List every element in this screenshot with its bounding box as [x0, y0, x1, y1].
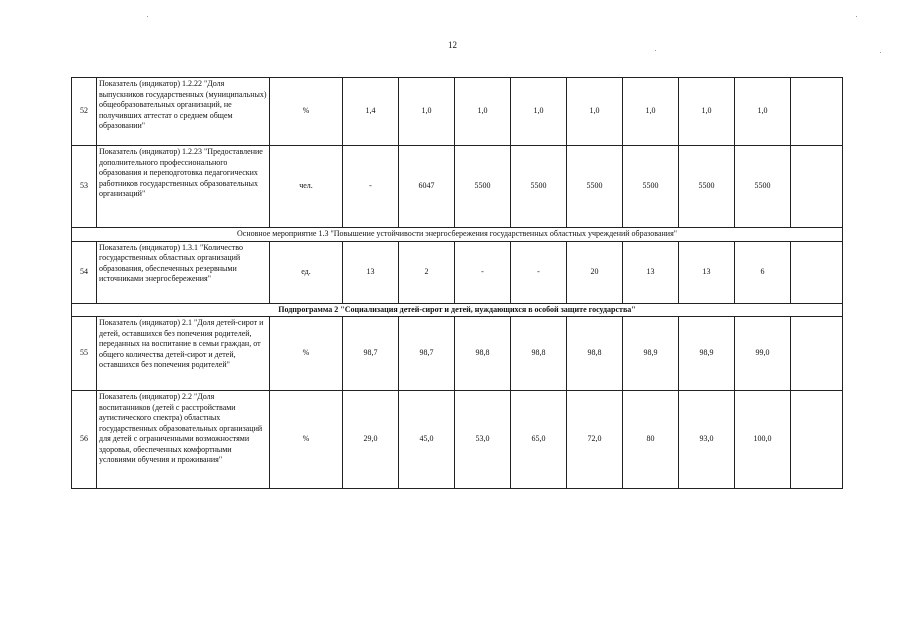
empty-cell	[791, 391, 843, 489]
scan-speck	[655, 50, 656, 51]
unit-cell: ед.	[270, 241, 343, 303]
value-cell: -	[343, 146, 399, 228]
page-number: 12	[448, 40, 457, 50]
value-cell: 98,7	[343, 317, 399, 391]
unit-cell: %	[270, 78, 343, 146]
value-cell: 20	[567, 241, 623, 303]
value-cell: -	[455, 241, 511, 303]
table-row	[72, 241, 843, 303]
value-cell: 1,0	[623, 78, 679, 146]
section-title: Основное мероприятие 1.3 "Повышение устойчивости энергосбережения государственных областных учреждений образования"	[72, 228, 843, 242]
value-cell: 93,0	[679, 391, 735, 489]
value-cell: 1,0	[679, 78, 735, 146]
row-number: 55	[72, 317, 97, 391]
value-cell: 98,9	[623, 317, 679, 391]
value-cell: 98,7	[399, 317, 455, 391]
row-number: 52	[72, 78, 97, 146]
value-cell: 1,4	[343, 78, 399, 146]
table-row	[72, 317, 843, 391]
value-cell: 13	[343, 241, 399, 303]
indicator-name: Показатель (индикатор) 1.2.23 "Предоставление дополнительного профессионального образования и переподготовка педагогических работников государственных образовательных организаций"	[97, 146, 270, 228]
unit-cell: %	[270, 391, 343, 489]
value-cell: 1,0	[399, 78, 455, 146]
table-row	[72, 78, 843, 146]
value-cell: 1,0	[567, 78, 623, 146]
value-cell: 29,0	[343, 391, 399, 489]
value-cell: 98,8	[455, 317, 511, 391]
value-cell: 5500	[679, 146, 735, 228]
value-cell: 5500	[511, 146, 567, 228]
section-row	[72, 303, 843, 317]
value-cell: 2	[399, 241, 455, 303]
scan-speck	[856, 16, 857, 17]
row-number: 56	[72, 391, 97, 489]
indicator-name: Показатель (индикатор) 2.2 "Доля воспитанников (детей с расстройствами аутистического спектра) областных государственных образовательных организаций для детей с ограниченными возможностями здоровья, обеспеченных комфортными условиями обучения и проживания"	[97, 391, 270, 489]
indicator-name: Показатель (индикатор) 2.1 "Доля детей-сирот и детей, оставшихся без попечения родителей, переданных на воспитание в семьи граждан, от общего количества детей-сирот и детей, оставшихся без попечения родителей"	[97, 317, 270, 391]
value-cell: 6047	[399, 146, 455, 228]
value-cell: 72,0	[567, 391, 623, 489]
empty-cell	[791, 78, 843, 146]
value-cell: 99,0	[735, 317, 791, 391]
value-cell: 6	[735, 241, 791, 303]
value-cell: 13	[623, 241, 679, 303]
table-body	[72, 78, 843, 489]
row-number: 53	[72, 146, 97, 228]
indicators-table	[71, 77, 843, 489]
unit-cell: чел.	[270, 146, 343, 228]
unit-cell: %	[270, 317, 343, 391]
scan-speck	[147, 16, 148, 17]
value-cell: 5500	[567, 146, 623, 228]
value-cell: 98,8	[567, 317, 623, 391]
table-row	[72, 391, 843, 489]
empty-cell	[791, 146, 843, 228]
empty-cell	[791, 317, 843, 391]
value-cell: 13	[679, 241, 735, 303]
scan-speck	[880, 52, 881, 53]
value-cell: 53,0	[455, 391, 511, 489]
empty-cell	[791, 241, 843, 303]
value-cell: 98,9	[679, 317, 735, 391]
value-cell: 80	[623, 391, 679, 489]
indicator-name: Показатель (индикатор) 1.2.22 "Доля выпускников государственных (муниципальных) общеобразовательных организаций, не получивших аттестат о среднем общем образовании"	[97, 78, 270, 146]
row-number: 54	[72, 241, 97, 303]
value-cell: 1,0	[735, 78, 791, 146]
value-cell: 5500	[735, 146, 791, 228]
section-title: Подпрограмма 2 "Социализация детей-сирот и детей, нуждающихся в особой защите государства"	[72, 303, 843, 317]
section-row	[72, 228, 843, 242]
value-cell: 5500	[623, 146, 679, 228]
value-cell: 5500	[455, 146, 511, 228]
value-cell: 1,0	[455, 78, 511, 146]
value-cell: 65,0	[511, 391, 567, 489]
value-cell: 100,0	[735, 391, 791, 489]
value-cell: 98,8	[511, 317, 567, 391]
value-cell: 45,0	[399, 391, 455, 489]
value-cell: 1,0	[511, 78, 567, 146]
indicator-name: Показатель (индикатор) 1.3.1 "Количество государственных областных организаций образования, обеспеченных резервными источниками энергосбережения"	[97, 241, 270, 303]
value-cell: -	[511, 241, 567, 303]
table-row	[72, 146, 843, 228]
